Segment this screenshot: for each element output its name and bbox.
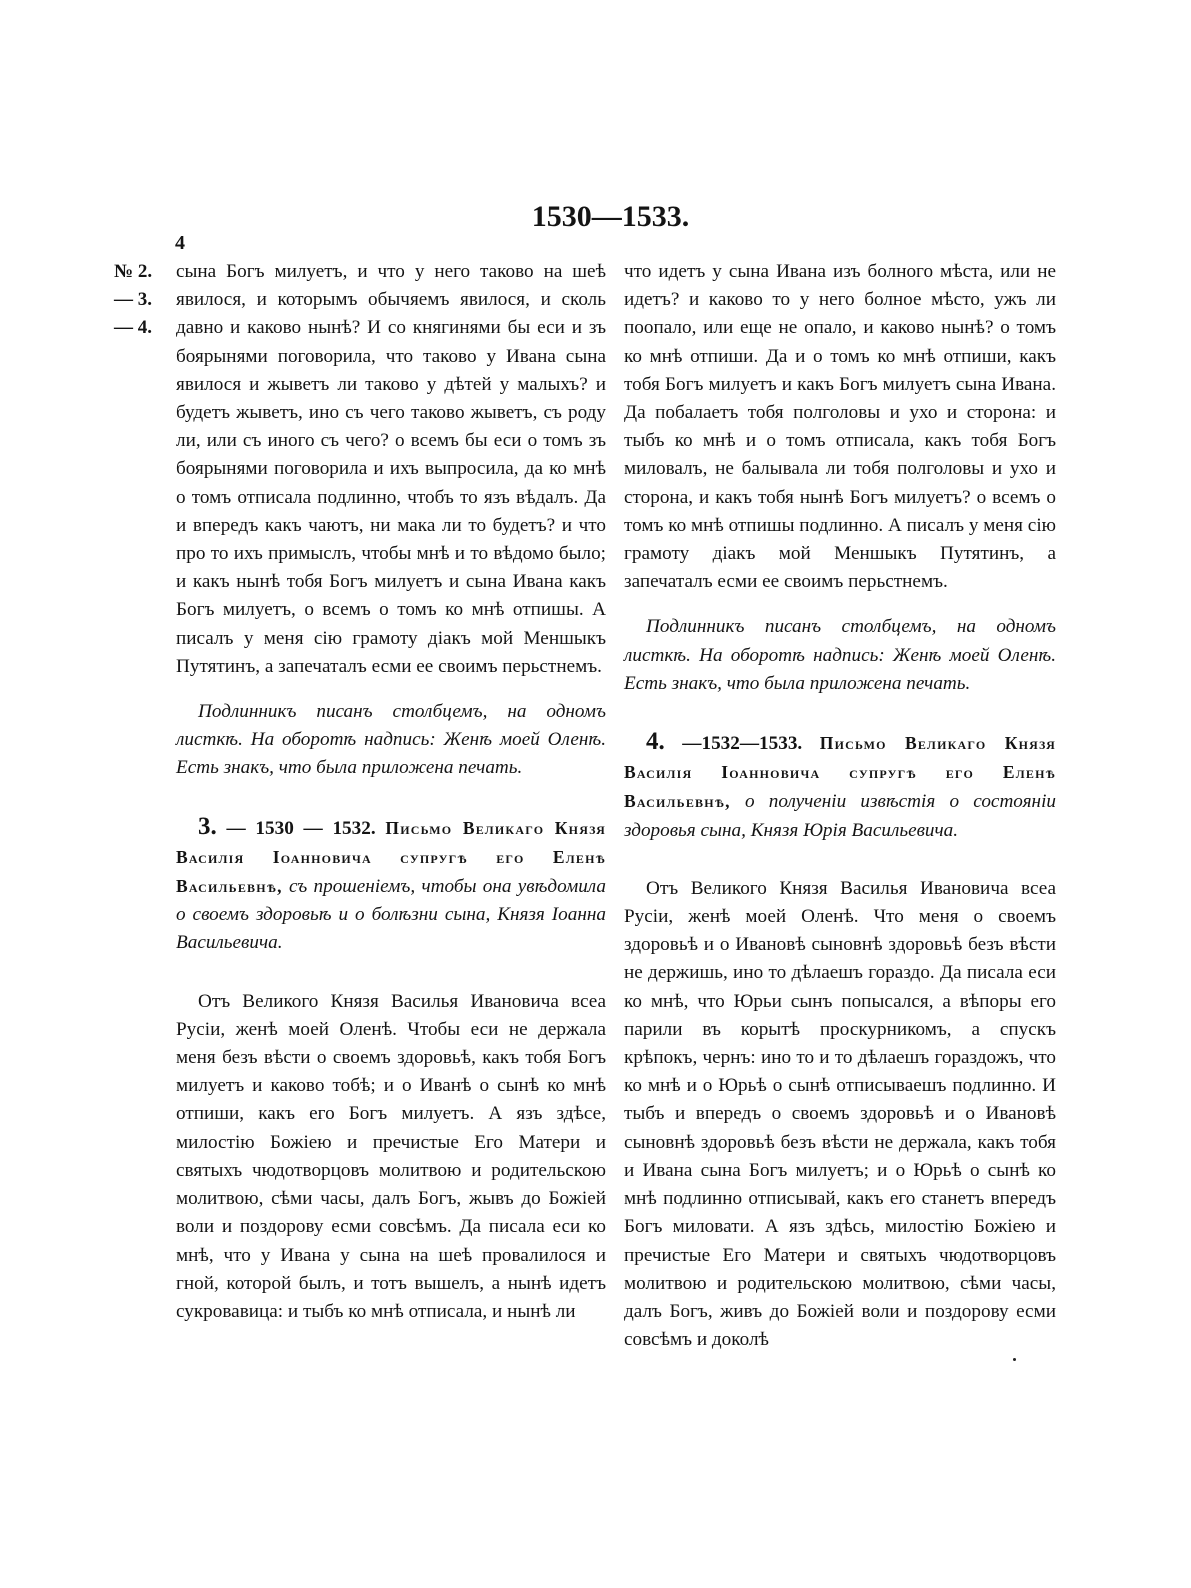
document-3-number: 3. (198, 812, 217, 840)
document-4-title: Письмо Великаго Князя Василія Іоанновича супругѣ его Еленѣ Васильевнѣ, (624, 733, 1056, 812)
letter-4-text: Отъ Великого Князя Василья Ивановича всеа Русіи, женѣ моей Оленѣ. Что меня о своемъ здоровьѣ и о Ивановѣ сыновнѣ здоровьѣ безъ вѣсти не держишь, ино то дѣлаешъ гораздо. Да писала еси ко мнѣ, что Юрьи сынъ попысался, а вѣпоры его парили въ корытѣ проскурникомъ, а спускъ крѣпокъ, чернъ: ино то и то дѣлаешъ гораздожъ, что ко мнѣ и о Юрьѣ о сынѣ отписываешъ подлинно. И тыбъ и впередъ о своемъ здоровьѣ и о Ивановѣ сыновнѣ здоровьѣ безъ вѣсти не держала, какъ тобя и Ивана сына Богъ милуетъ; и о Юрьѣ о сынѣ ко мнѣ подлинно отписывай, какъ его станетъ впередъ Богъ миловати. А язъ здѣсь, милостію Божіею и пречистые Его Матери и святыхъ чюдотворцовъ молитвою и родительскою молитвою, сѣми часы, далъ Богъ, живъ до Божіей воли и поздорову есми совсѣмъ и доколѣ (624, 877, 1056, 1351)
margin-refs (114, 258, 152, 342)
document-3-heading (176, 813, 606, 958)
document-4-dates: —1532—1533. (682, 733, 803, 755)
left-column (176, 258, 606, 1326)
right-column (624, 258, 1056, 1354)
document-4-number: 4. (646, 728, 665, 756)
document-3-description: съ прошеніемъ, чтобы она увѣдомила о своемъ здоровьѣ и о болѣзни сына, Князя Іоанна Васильевича. (176, 876, 607, 954)
archival-note-3: Подлинникъ писанъ столбцемъ, на одномъ листкѣ. На оборотѣ надпись: Женѣ моей Оленѣ. Есть знакъ, что была приложена печать. (624, 616, 1056, 694)
letter-3-continuation: что идетъ у сына Ивана изъ болного мѣста, или не идетъ? и каково то у него болное мѣсто, ужъ ли поопало, или еще не опало, и каково нынѣ? о томъ ко мнѣ отпиши. Да и о томъ ко мнѣ отпиши, какъ тобя Богъ милуетъ и какъ Богъ милуетъ сына Ивана. Да побалаетъ тобя полголовы и ухо и сторона: и тыбъ ко мнѣ и о томъ отписала, какъ тобя Богъ миловалъ, не балывала ли тобя полголовы и ухо и сторона, и какъ тобя нынѣ Богъ милуетъ? о всемъ о томъ ко мнѣ отпишы подлинно. А писалъ у меня сію грамоту діакъ мой Меншыкъ Путятинъ, а запечаталъ есми ее своимъ перьстнемъ. (624, 261, 1056, 593)
document-4-description: о полученіи извѣстія о состояніи здоровья сына, Князя Юрія Васильевича. (624, 791, 1057, 841)
page-header-years: 1530—1533. (531, 200, 690, 233)
document-3-title: Письмо Великаго Князя Василія Іоанновича супругѣ его Еленѣ Васильевнѣ, (176, 817, 607, 897)
margin-ref-4: — 4. (114, 317, 152, 338)
page-number: 4 (175, 232, 185, 254)
letter-2-continuation: сына Богъ милуетъ, и что у него таково на шеѣ явилося, и которымъ обычяемъ явилося, и сколь давно и каково нынѣ? И со княгинями бы еси и зъ боярынями поговорила, что таково у Ивана сына явилося и жыветъ ли таково у дѣтей у малыхъ? и будетъ жыветъ, ино съ чего таково жыветъ, съ роду ли, или съ иного съ чего? о всемъ бы еси о томъ зъ боярынями поговорила и ихъ выпросила, да ко мнѣ о томъ отписала подлинно, чтобъ то язъ вѣдалъ. Да и впередъ какъ чаютъ, ни мака ли то будетъ? и что про то ихъ примыслъ, чтобы мнѣ и то вѣдомо было; и какъ нынѣ тобя Богъ милуетъ и сына Ивана какъ Богъ милуетъ, о всемъ о томъ ко мнѣ отпишы. А писалъ у меня сію грамоту діакъ мой Меншыкъ Путятинъ, а запечаталъ есми ее своимъ перьстнемъ. (176, 261, 606, 677)
document-3-dates: — 1530 — 1532. (226, 817, 376, 839)
margin-ref-3: — 3. (114, 289, 152, 310)
print-speck (1013, 1358, 1016, 1361)
letter-3-text: Отъ Великого Князя Василья Ивановича всеа Русіи, женѣ моей Оленѣ. Чтобы еси не держала меня безъ вѣсти о своемъ здоровьѣ, какъ тобя Богъ милуетъ и каково тобѣ; и о Иванѣ о сынѣ ко мнѣ отпиши, какъ его Богъ милуетъ. А язъ здѣсе, милостію Божіею и пречистые Его Матери и святыхъ чюдотворцовъ молитвою и родительскою молитвою, сѣми часы, далъ Богъ, жывъ до Божіей воли и поздорову есми совсѣмъ. Да писала еси ко мнѣ, что у Ивана у сына на шеѣ провалилося и гной, которой былъ, и тотъ вышелъ, а нынѣ идетъ сукровавица: и тыбъ ко мнѣ отписала, и нынѣ ли (176, 990, 606, 1322)
document-4-heading (624, 728, 1056, 845)
margin-ref-2: № 2. (114, 261, 153, 282)
archival-note-2: Подлинникъ писанъ столбцемъ, на одномъ листкѣ. На оборотѣ надпись: Женѣ моей Оленѣ. Есть знакъ, что была приложена печать. (176, 701, 606, 779)
